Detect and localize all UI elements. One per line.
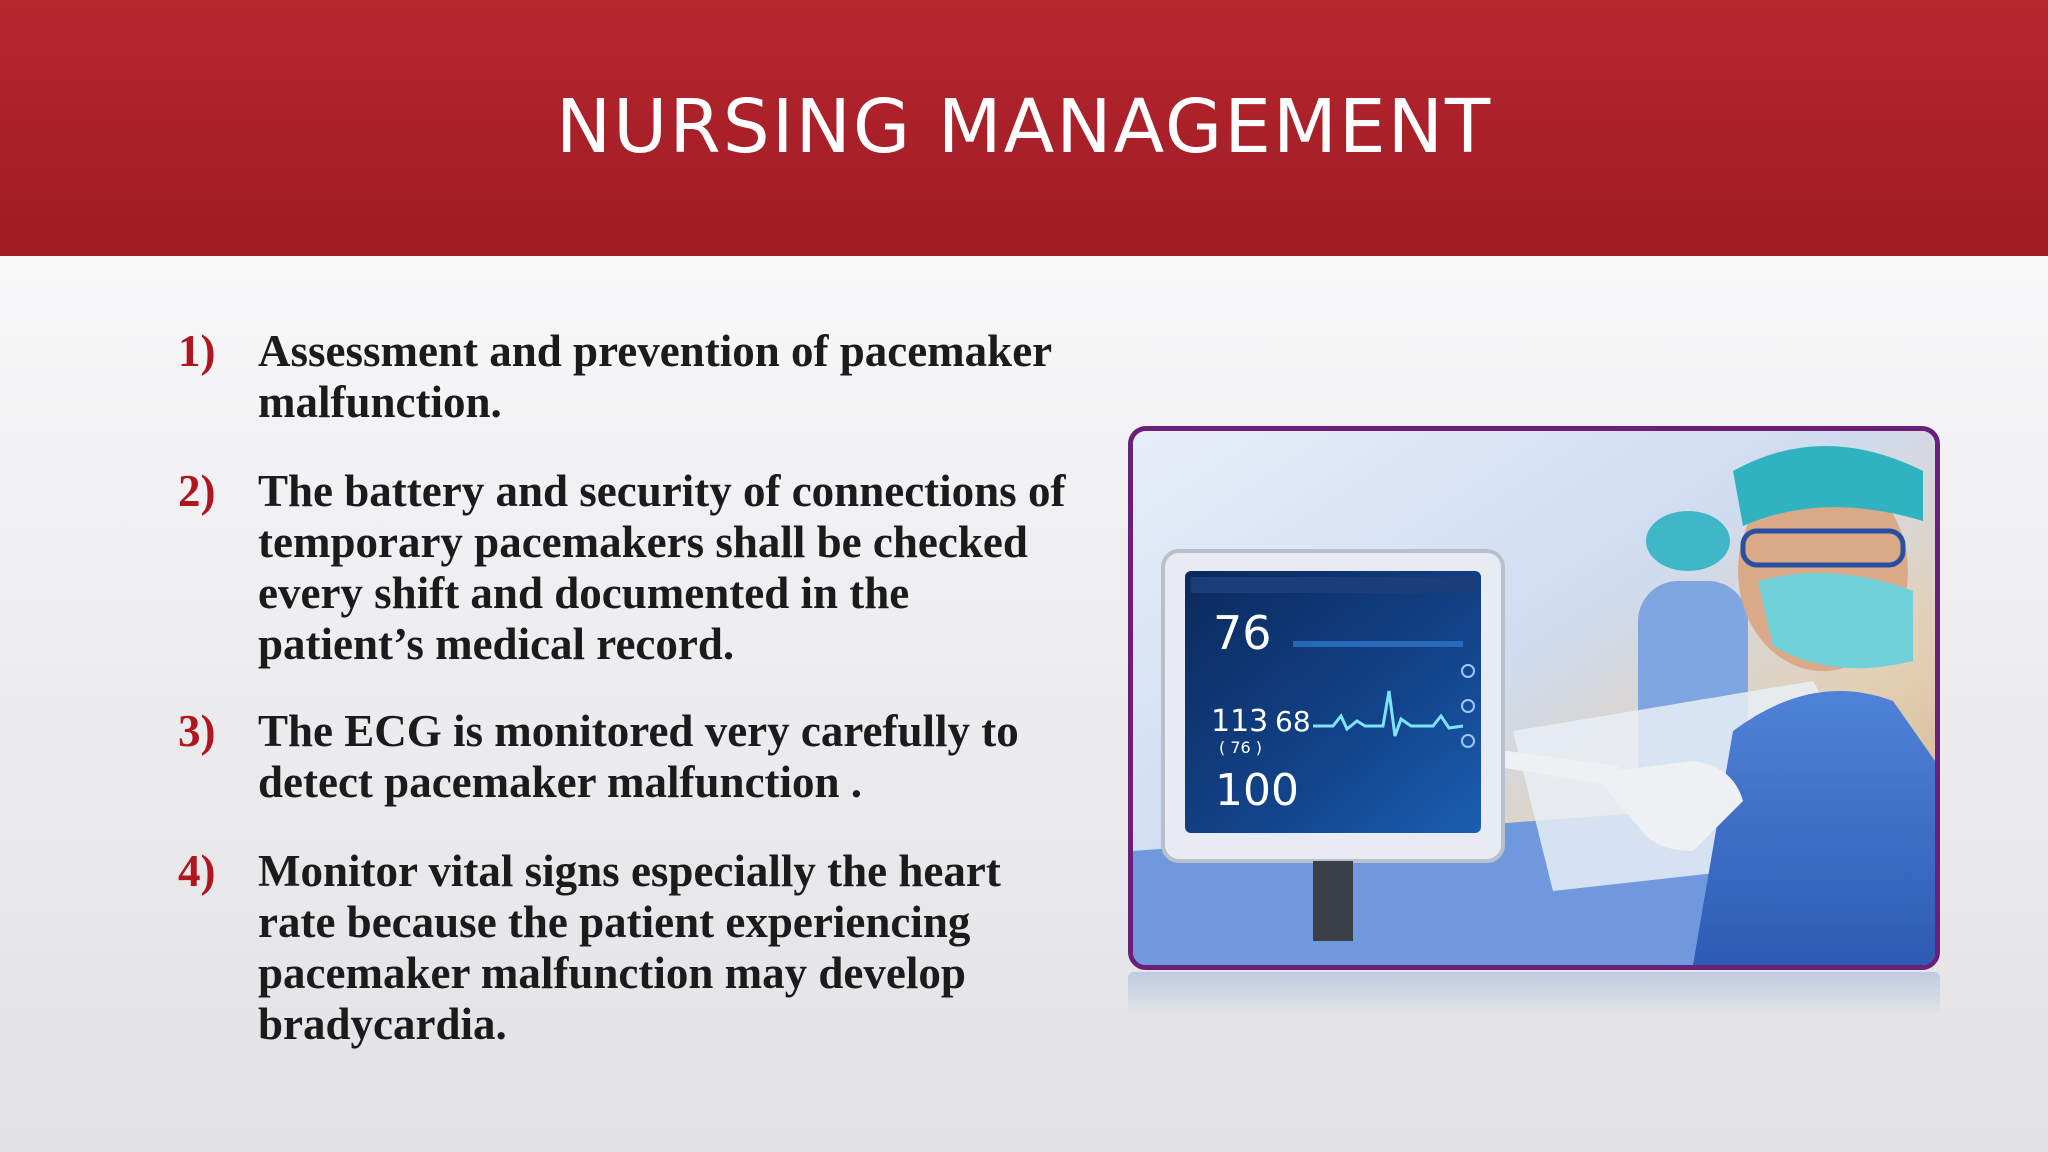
photo-illustration — [1133, 431, 1935, 965]
medical-monitor-photo — [1128, 426, 1940, 970]
item-number: 1) — [178, 326, 216, 376]
item-text: The battery and security of connections of temporary pacemakers shall be checked every shift and documented in the patient’s medical record. — [258, 466, 1066, 669]
hr-reading: 76 — [1213, 606, 1272, 660]
item-text: Assessment and prevention of pacemaker malfunction. — [258, 326, 1052, 427]
item-text: Monitor vital signs especially the heart rate because the patient experiencing pacemaker malfunction may develop bradycardia. — [258, 846, 1001, 1049]
item-number: 3) — [178, 706, 216, 756]
monitor-stand — [1313, 861, 1353, 941]
bp-mean-reading: ( 76 ) — [1219, 738, 1263, 757]
item-number: 2) — [178, 466, 216, 516]
item-text: The ECG is monitored very carefully to detect pacemaker malfunction . — [258, 706, 1019, 807]
spo2-reading: 100 — [1215, 765, 1299, 816]
background-cap — [1646, 511, 1730, 571]
title-banner — [0, 0, 2048, 256]
item-number: 4) — [178, 846, 216, 896]
bp-systolic-reading: 113 — [1211, 704, 1269, 739]
slide-title: NURSING MANAGEMENT — [555, 84, 1493, 170]
bp-diastolic-reading: 68 — [1275, 705, 1311, 738]
photo-reflection — [1128, 972, 1940, 1018]
